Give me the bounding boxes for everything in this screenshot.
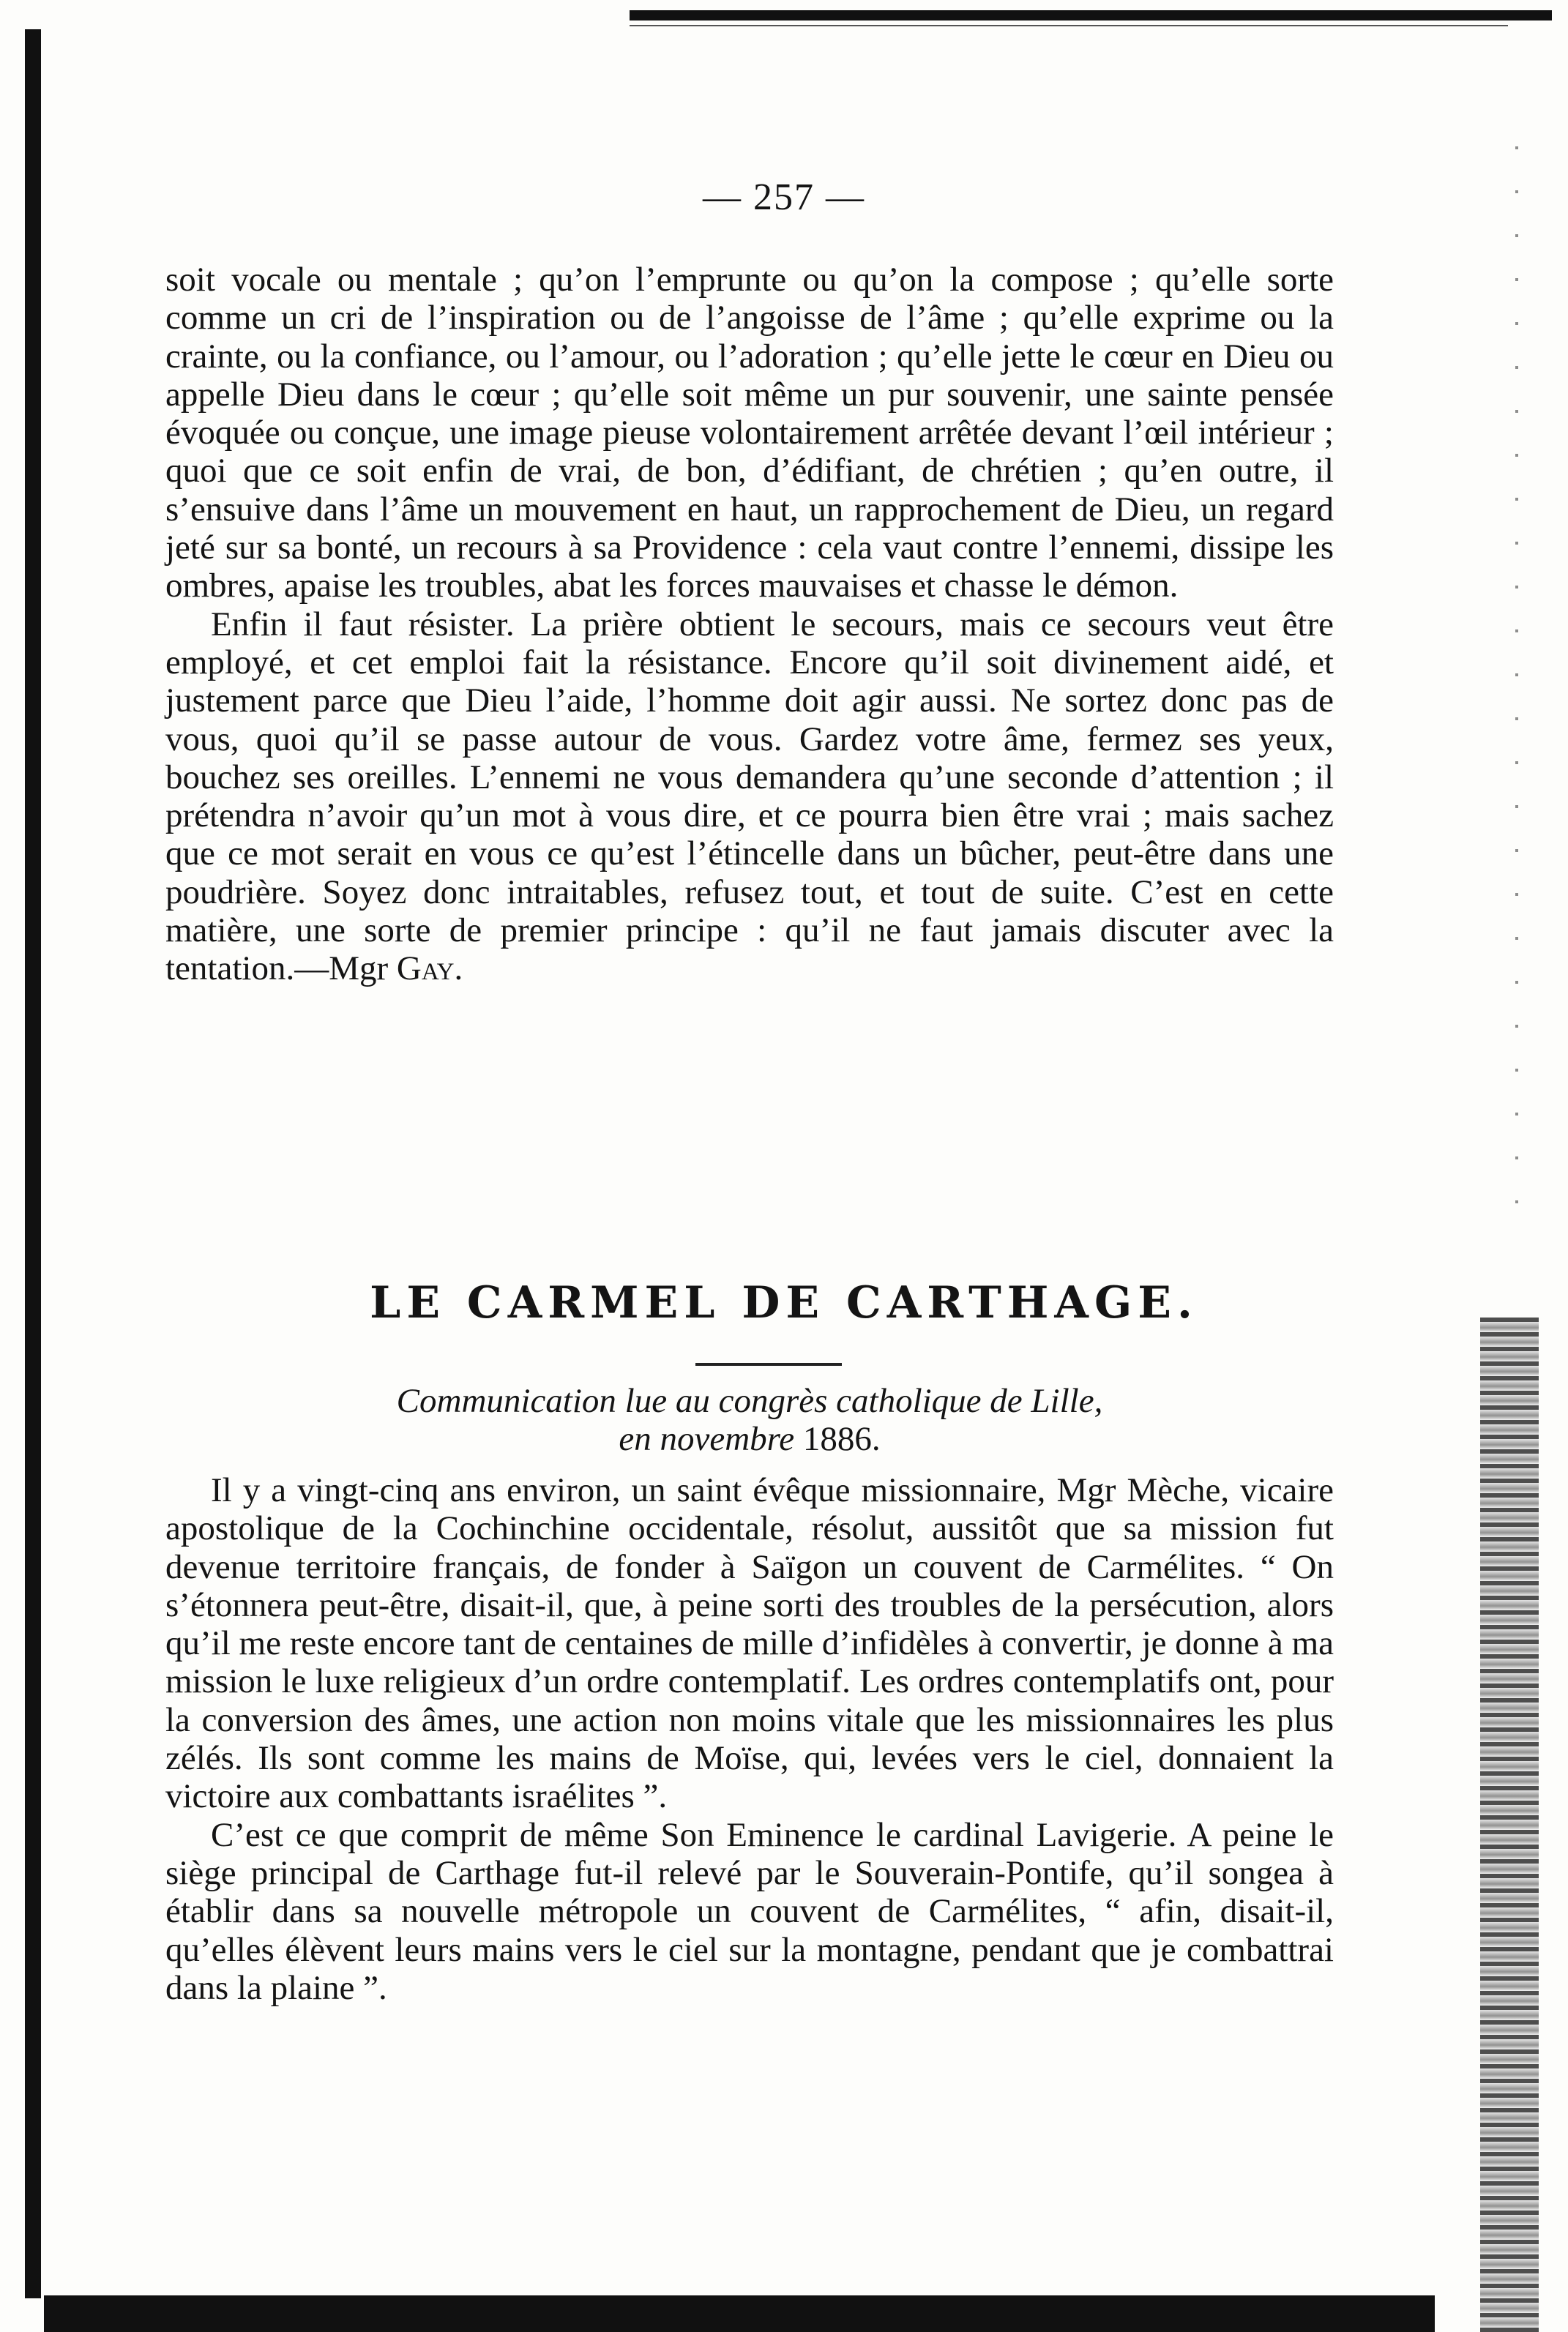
scan-noise-right [1480, 1318, 1539, 2332]
article-title: LE CARMEL DE CARTHAGE. [370, 1277, 1198, 1328]
subtitle-date-text: en novembre [619, 1420, 795, 1458]
scan-dots-right [1515, 146, 1518, 1244]
subtitle-line [165, 1420, 1334, 1458]
scan-border-left [25, 29, 41, 2298]
title-divider [695, 1363, 842, 1366]
author-signature: Gay. [396, 949, 463, 988]
subtitle-year: 1886. [802, 1420, 881, 1458]
paragraph: soit vocale ou mentale ; qu’on l’emprunte ou qu’on la compose ; qu’elle sorte comme un cri de l’inspiration ou de l’angoisse de l’âme ; qu’elle exprime ou la crainte, ou la confiance, ou l’amour, ou l’adoration ; qu’elle jette le cœur en Dieu ou appelle Dieu dans le cœur ; qu’elle soit même un pur souvenir, une sainte pensée évoquée ou conçue, une image pieuse volontairement arrêtée devant l’œil intérieur ; quoi que ce soit enfin de vrai, de bon, d’édifiant, de chrétien ; qu’en outre, il s’ensuive dans l’âme un mouvement en haut, un rapprochement de Dieu, un regard jeté sur sa bonté, un recours à sa Providence : cela vaut contre l’ennemi, dissipe les ombres, apaise les troubles, abat les forces mauvaises et chasse le démon. [165, 261, 1334, 605]
paragraph: C’est ce que comprit de même Son Eminence le cardinal Lavigerie. A peine le siège principal de Carthage fut-il relevé par le Souverain-Pontife, qu’il songea à établir dans sa nouvelle métropole un couvent de Carmélites, “ afin, disait-il, qu’elles élèvent leurs mains vers le ciel sur la montagne, pendant que je combattrai dans la plaine ”. [165, 1815, 1334, 2007]
page-number: — 257 — [703, 176, 865, 218]
paragraph [165, 605, 1334, 988]
scan-line-top [630, 25, 1508, 26]
scan-border-bottom [44, 2295, 1435, 2332]
paragraph-text: Enfin il faut résister. La prière obtient le secours, mais ce secours veut être employé, et cet emploi fait la résistance. Encore qu’il soit divinement aidé, et justement parce que Dieu l’aide, l’homme doit agir aussi. Ne sortez donc pas de vous, quoi qu’il se passe autour de vous. Gardez votre âme, fermez ses yeux, bouchez ses oreilles. L’ennemi ne vous demandera qu’une seconde d’attention ; il prétendra n’avoir qu’un mot à vous dire, et ce pourra bien être vrai ; mais sachez que ce mot serait en vous ce qu’est l’étincelle dans un bûcher, peut-être dans une poudrière. Soyez donc intraitables, refusez tout, et tout de suite. C’est en cette matière, une sorte de premier principe : qu’il ne faut jamais discuter avec la tentation.—Mgr [165, 605, 1334, 988]
continued-text [165, 261, 1334, 988]
subtitle-line: Communication lue au congrès catholique de Lille, [396, 1382, 1103, 1420]
scan-border-top [630, 10, 1552, 20]
paragraph: Il y a vingt-cinq ans environ, un saint évêque missionnaire, Mgr Mèche, vicaire apostolique de la Cochinchine occidentale, résolut, aussitôt que sa mission fut devenue territoire français, de fonder à Saïgon un couvent de Carmélites. “ On s’étonnera peut-être, disait-il, que, à peine sorti des troubles de la persécution, alors qu’il me reste encore tant de centaines de mille d’infidèles à convertir, je donne à ma mission le luxe religieux d’un ordre contemplatif. Les ordres contemplatifs ont, pour la conversion des âmes, une action non moins vitale que les missionnaires les plus zélés. Ils sont comme les mains de Moïse, qui, levées vers le ciel, donnaient la victoire aux combattants israélites ”. [165, 1471, 1334, 1816]
article-body [165, 1471, 1334, 2007]
article-subtitle [165, 1382, 1334, 1458]
